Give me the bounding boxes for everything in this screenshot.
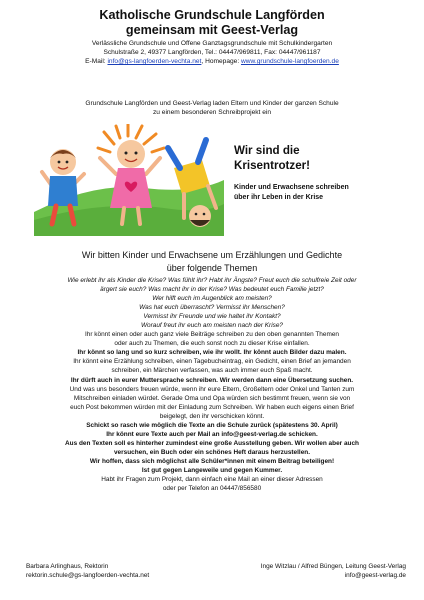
intro-line-1: Grundschule Langförden und Geest-Verlag laden Eltern und Kinder der ganzen Schule <box>85 100 339 107</box>
body-line: schreiben, ein Märchen verfassen, was auch immer euch Spaß macht. <box>111 367 313 375</box>
themes-heading-line-2: über folgende Themen <box>166 263 258 273</box>
body-line: Mitschreiben einladen würdet. Gerade Oma und Opa würden sich bestimmt freuen, wenn sie von <box>73 394 351 402</box>
body-line: euch Post bekommen würden mit der Einladung zum Schreiben. Wir haben euch eigens einen Brief <box>70 403 354 411</box>
footer-right-name: Inge Witzlau / Alfred Büngen, Leitung Geest-Verlag <box>260 563 406 570</box>
body-line: Ihr könnt einen oder auch ganz viele Beiträge schreiben zu den oben genannten Themen <box>85 331 339 339</box>
slogan <box>234 143 394 173</box>
contact-line <box>20 57 404 66</box>
intro-text <box>20 99 404 117</box>
themes-heading-line-1: Wir bitten Kinder und Erwachsene um Erzählungen und Gedichte <box>81 250 343 260</box>
footer-names <box>26 562 406 571</box>
body-line: Ihr dürft auch in eurer Muttersprache schreiben. Wir werden dann eine Übersetzung suchen. <box>70 376 354 384</box>
footer-left-name: Barbara Arlinghaus, Rektorin <box>26 563 109 570</box>
body-line: oder per Telefon an 04447/856580 <box>162 485 262 493</box>
email-label: E-Mail: <box>85 58 108 66</box>
body-line: Wir hoffen, dass sich möglichst alle Schüler*innen mit einem Beitrag beteiligen! <box>89 457 335 465</box>
school-description: Verlässliche Grundschule und Offene Ganztagsgrundschule mit Schulkindergarten <box>91 40 333 47</box>
question-line: Wer hilft euch im Augenblick am meisten? <box>152 295 272 303</box>
body-line: Ist gut gegen Langeweile und gegen Kummer. <box>141 466 283 474</box>
children-illustration <box>34 124 224 236</box>
body-line: Ihr könnt eure Texte auch per Mail an info@geest-verlag.de schicken. <box>106 430 318 438</box>
slogan-line-2: Krisentrotzer! <box>234 159 311 172</box>
question-line: ärgert sie euch? Was macht ihr in der Krise? Was bedeutet euch Familie jetzt? <box>100 286 324 294</box>
body-line: Ihr könnt so lang und so kurz schreiben, wie ihr wollt. Ihr könnt auch Bilder dazu malen. <box>77 349 347 357</box>
footer-right-mail[interactable]: info@geest-verlag.de <box>344 572 406 579</box>
body-line: beigelegt, den ihr verschicken könnt. <box>159 412 265 420</box>
question-line: Was hat euch überrascht? Vermisst ihr Menschen? <box>139 304 285 312</box>
body-line: Ihr könnt eine Erzählung schreiben, einen Tagebucheintrag, ein Gedicht, einen Brief an jemanden <box>73 358 351 366</box>
question-line: Vermisst ihr Freunde und wie haltet ihr Kontakt? <box>143 313 281 321</box>
question-line: Wie erlebt ihr als Kinder die Krise? Was fühlt ihr? Habt ihr Ängste? Freut euch die schulfreie Zeit oder <box>67 277 357 284</box>
slogan-subtitle <box>234 183 404 203</box>
homepage-link[interactable]: www.grundschule-langfoerden.de <box>241 58 339 66</box>
title-line-1: Katholische Grundschule Langförden <box>99 8 325 22</box>
title-line-2: gemeinsam mit Geest-Verlag <box>125 23 299 37</box>
question-line: Worauf freut ihr euch am meisten nach der Krise? <box>140 322 284 330</box>
body-line: Aus den Texten soll es hinterher zumindest eine große Ausstellung geben. Wir wollen aber auch <box>65 439 359 447</box>
slogan-line-1: Wir sind die <box>234 144 300 157</box>
email-link[interactable]: info@gs-langfoerden-vechta.net <box>107 58 202 66</box>
footer-left-mail[interactable]: rektorin.schule@gs-langfoerden-vechta.net <box>26 572 150 579</box>
school-info <box>20 39 404 67</box>
school-address: Schulstraße 2, 49377 Langförden, Tel.: 04447/969811, Fax: 04447/961187 <box>103 49 321 57</box>
flyer-title <box>20 8 404 38</box>
body-line: Habt ihr Fragen zum Projekt, dann einfach eine Mail an einer dieser Adressen <box>101 476 323 484</box>
themes-heading <box>20 249 404 275</box>
slogan-sub-line-1: Kinder und Erwachsene schreiben <box>234 184 349 191</box>
body-text <box>18 276 406 493</box>
body-line: Schickt so rasch wie möglich die Texte an die Schule zurück (spätestens 30. April) <box>86 421 338 429</box>
footer-mails <box>26 571 406 580</box>
body-line: versuchen, ein Buch oder ein schönes Heft daraus herzustellen. <box>113 448 311 456</box>
homepage-label: , Homepage: <box>201 58 241 66</box>
body-line: oder auch zu Themen, die euch sonst noch zu dieser Krise einfallen. <box>114 340 310 348</box>
body-line: Und was uns besonders freuen würde, wenn ihr eure Eltern, Großeltern oder Onkel und Tanten zum <box>69 385 355 393</box>
intro-line-2: zu einem besonderen Schreibprojekt ein <box>152 109 272 117</box>
slogan-sub-line-2: über ihr Leben in der Krise <box>234 194 324 201</box>
